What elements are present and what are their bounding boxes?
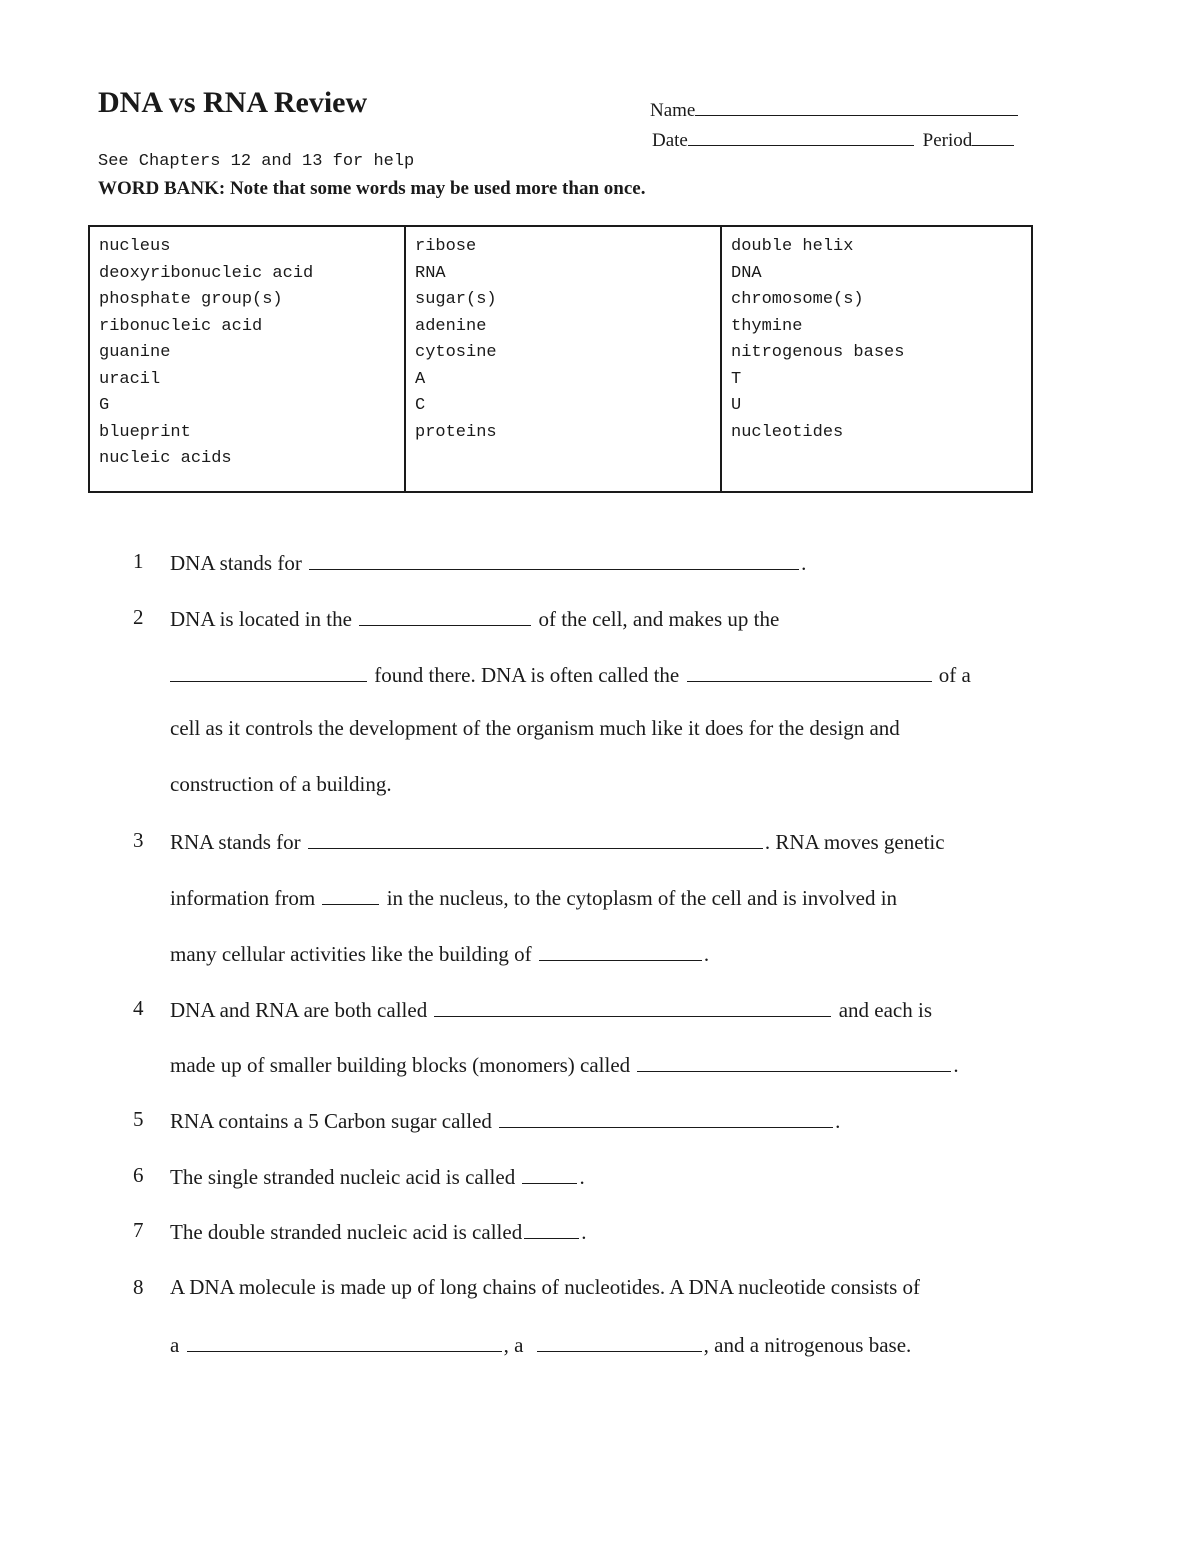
word-bank-term: C (415, 396, 426, 415)
question-7 (170, 1218, 586, 1245)
word-bank-term: RNA (415, 263, 446, 283)
question-text: RNA stands for (170, 830, 301, 854)
question-3-line-1 (170, 828, 945, 855)
answer-blank[interactable] (687, 661, 932, 682)
answer-blank[interactable] (537, 1331, 702, 1352)
question-text: . (581, 1220, 587, 1244)
word-bank-column-2 (404, 227, 720, 491)
question-text: , a (503, 1333, 524, 1357)
date-blank[interactable] (688, 126, 914, 146)
question-text: . (953, 1053, 959, 1077)
name-blank[interactable] (695, 96, 1018, 116)
answer-blank[interactable] (522, 1163, 577, 1184)
word-bank-term: guanine (99, 343, 171, 362)
page-title: DNA vs RNA Review (98, 86, 368, 119)
word-bank-term: sugar(s) (415, 290, 497, 309)
question-number: 6 (133, 1163, 144, 1187)
word-bank-term: nucleus (99, 237, 171, 256)
word-bank-term: cytosine (415, 343, 497, 362)
question-3-line-3 (170, 940, 709, 967)
question-text: . (801, 551, 807, 575)
question-number: 4 (133, 996, 144, 1020)
name-label: Name (650, 100, 696, 121)
word-bank-term: U (731, 396, 742, 415)
answer-blank[interactable] (499, 1107, 833, 1128)
question-4-line-1 (170, 996, 932, 1023)
question-text: in the nucleus, to the cytoplasm of the cell and is involved in (386, 886, 898, 910)
question-number: 8 (133, 1275, 144, 1299)
word-bank-column-1 (90, 227, 404, 491)
word-bank-term: blueprint (99, 422, 191, 442)
question-text: DNA stands for (170, 551, 302, 575)
help-text: See Chapters 12 and 13 for help (98, 152, 415, 171)
word-bank-term: double helix (731, 237, 854, 256)
word-bank-term: phosphate group(s) (99, 290, 283, 309)
word-bank-term: deoxyribonucleic acid (99, 263, 314, 283)
word-bank-term: ribose (415, 237, 477, 256)
answer-blank[interactable] (434, 996, 831, 1017)
answer-blank[interactable] (322, 884, 379, 905)
word-bank-term: uracil (99, 369, 161, 389)
question-number: 3 (133, 828, 144, 852)
answer-blank[interactable] (308, 828, 763, 849)
question-text: . (579, 1165, 585, 1189)
question-text: . RNA moves genetic (764, 830, 945, 854)
question-text: The double stranded nucleic acid is called (170, 1220, 523, 1244)
question-text: a (170, 1333, 180, 1357)
word-bank-label: WORD BANK: Note that some words may be used more than once. (98, 178, 646, 199)
question-text: RNA contains a 5 Carbon sugar called (170, 1109, 492, 1133)
question-text: . (835, 1109, 841, 1133)
question-text: of the cell, and makes up the (538, 607, 780, 631)
question-text: information from (170, 886, 316, 910)
answer-blank[interactable] (637, 1051, 951, 1072)
question-text: found there. DNA is often called the (374, 663, 680, 687)
question-2-line-3: cell as it controls the development of the organism much like it does for the design and (170, 716, 900, 740)
question-8-line-2 (170, 1331, 911, 1358)
word-bank-term: ribonucleic acid (99, 316, 263, 336)
word-bank-term: chromosome(s) (731, 290, 864, 309)
word-bank-term: nucleotides (731, 422, 844, 442)
word-bank-term: T (731, 369, 742, 389)
question-text: and each is (838, 998, 932, 1022)
question-2-line-2 (170, 661, 971, 688)
question-text: DNA is located in the (170, 607, 352, 631)
question-4-line-2 (170, 1051, 959, 1078)
question-2-line-4: construction of a building. (170, 772, 392, 796)
word-bank-term: nitrogenous bases (731, 343, 905, 362)
question-1 (170, 549, 806, 576)
word-bank-term: proteins (415, 422, 497, 442)
answer-blank[interactable] (359, 605, 531, 626)
question-5 (170, 1107, 840, 1134)
answer-blank[interactable] (187, 1331, 502, 1352)
question-text: , and a nitrogenous base. (703, 1333, 912, 1357)
question-2-line-1 (170, 605, 779, 632)
word-bank-term: DNA (731, 263, 762, 283)
period-blank[interactable] (972, 126, 1014, 146)
question-text: made up of smaller building blocks (monomers) called (170, 1053, 631, 1077)
word-bank-term: thymine (731, 316, 803, 336)
word-bank-column-3 (720, 227, 1031, 491)
question-6 (170, 1163, 585, 1190)
question-number: 1 (133, 549, 144, 573)
question-number: 5 (133, 1107, 144, 1131)
name-field (650, 96, 1018, 122)
question-8-line-1: A DNA molecule is made up of long chains of nucleotides. A DNA nucleotide consists of (170, 1275, 921, 1299)
answer-blank[interactable] (309, 549, 799, 570)
period-label: Period (922, 130, 973, 151)
word-bank-term: nucleic acids (99, 449, 232, 468)
answer-blank[interactable] (524, 1218, 579, 1239)
date-period-field (652, 126, 1014, 152)
question-number: 2 (133, 605, 144, 629)
question-text: The single stranded nucleic acid is called (170, 1165, 516, 1189)
date-label: Date (652, 130, 688, 151)
question-text: . (703, 942, 710, 966)
question-text: of a (938, 663, 971, 687)
question-3-line-2 (170, 884, 897, 911)
word-bank-term: G (99, 396, 110, 415)
answer-blank[interactable] (170, 661, 367, 682)
question-text: DNA and RNA are both called (170, 998, 428, 1022)
word-bank-table (88, 225, 1033, 493)
question-number: 7 (133, 1218, 144, 1242)
word-bank-term: A (415, 369, 426, 389)
word-bank-term: adenine (415, 316, 487, 336)
question-text: many cellular activities like the building of (170, 942, 532, 966)
answer-blank[interactable] (539, 940, 702, 961)
